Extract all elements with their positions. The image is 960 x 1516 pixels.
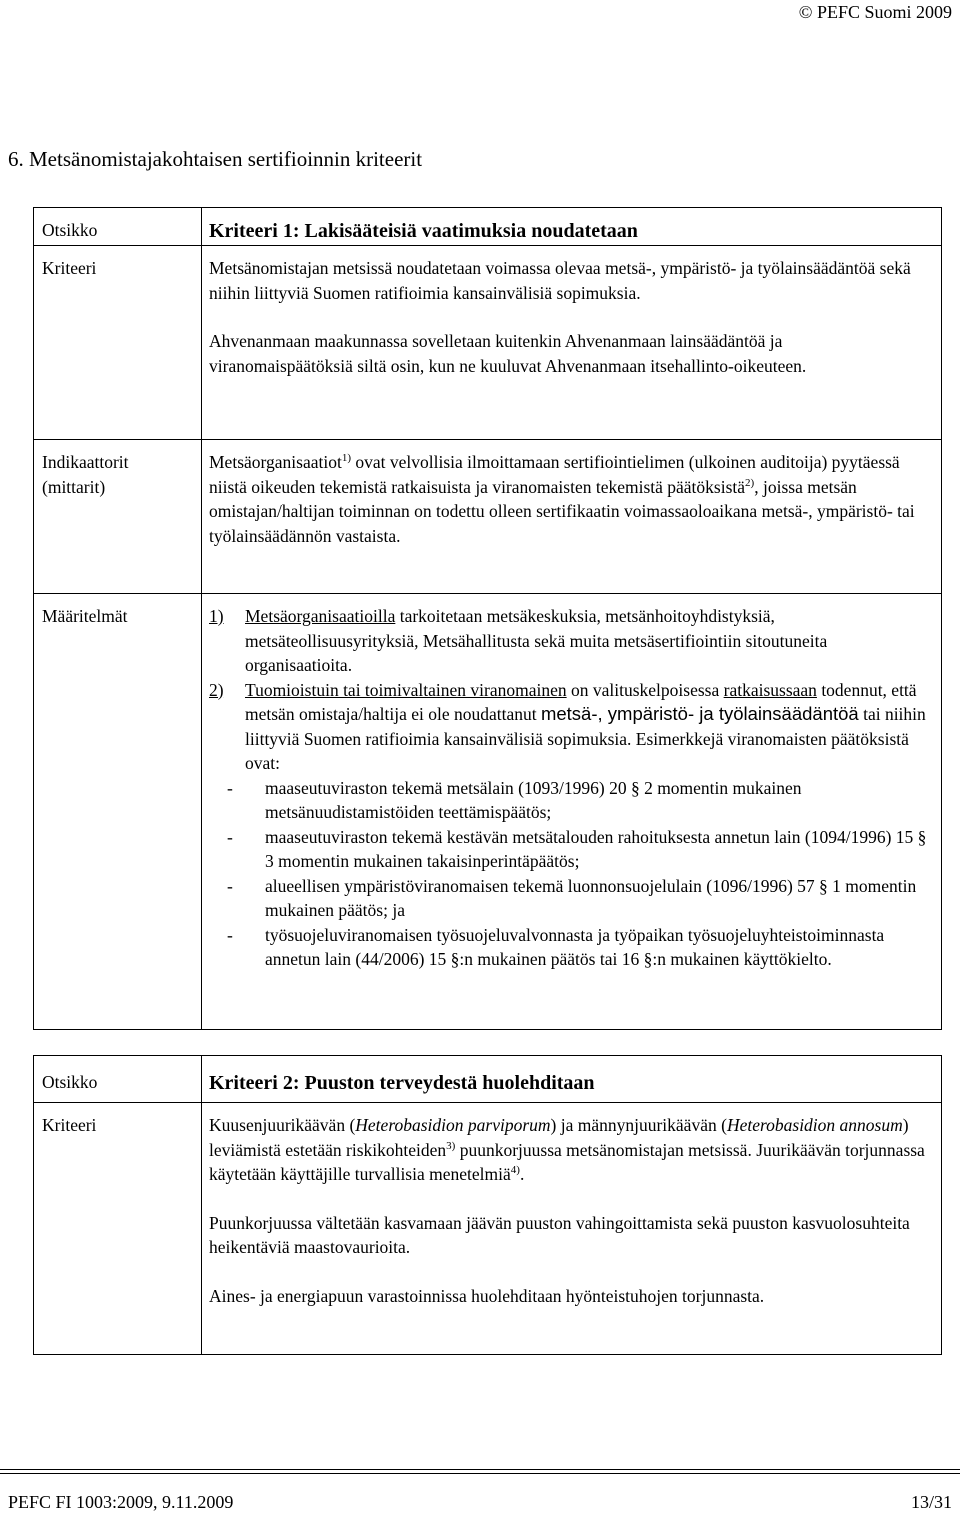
kriteeri-text-b: ) ja männynjuurikäävän (: [550, 1115, 727, 1135]
indikaattorit-label-cell: [34, 440, 202, 594]
title-cell: [202, 208, 942, 246]
otsikko-label-cell: [34, 1056, 202, 1103]
kriteeri-paragraph-1: Metsänomistajan metsissä noudatetaan voimassa olevaa metsä-, ympäristö- ja työlainsäädäntöä sekä niihin liittyviä Suomen ratifioimia kansainvälisiä sopimuksia.: [209, 258, 911, 303]
dash-bullet: -: [227, 777, 233, 798]
definition-1-body: [245, 604, 927, 678]
footer-divider: [0, 1473, 960, 1474]
mittarit-label: (mittarit): [42, 476, 106, 497]
kriteeri-paragraph-2: Ahvenanmaan maakunnassa sovelletaan kuitenkin Ahvenanmaan lainsäädäntöä ja viranomaispäätöksiä siltä osin, kun ne kuuluvat Ahvenanmaan itsehallinto-oikeuteen.: [209, 331, 807, 376]
kriteeri-text-a: Kuusenjuurikäävän (: [209, 1115, 356, 1135]
footnote-ref-4: 4): [510, 1164, 520, 1176]
indicator-text-b: ovat velvollisia ilmoittamaan sertifiointielimen (ulkoinen auditoija) pyytäessä niistä oikeuden tekemistä ratkaisuista ja viranomaisten tekemistä päätöksistä: [209, 452, 900, 497]
kriteeri-label: Kriteeri: [42, 1115, 97, 1135]
indicator-text-c: , joissa metsän omistajan/haltijan toiminnan on todettu olleen sertifikaatin voimassaoloaikana metsä-, ympäristö- tai työlainsäädännön vastaista.: [209, 476, 915, 546]
footer-page-number: 13/31: [910, 1492, 952, 1512]
kriteeri-cell: [202, 1103, 942, 1355]
example-text: maaseutuviraston tekemä kestävän metsätalouden rahoituksesta annetun lain (1094/1996) 15 § 3 momentin mukainen takaisinperintäpäätös;: [265, 826, 927, 871]
definition-2-term-1: Tuomioistuin tai toimivaltainen viranomainen: [245, 679, 567, 700]
kriteeri-cell: [202, 246, 942, 440]
footnote-ref-3: 3): [446, 1139, 456, 1152]
maaritelmat-label: Määritelmät: [42, 606, 128, 626]
criterion-1-title: Kriteeri 1: Lakisääteisiä vaatimuksia noudatetaan: [209, 220, 638, 242]
maaritelmat-cell: [202, 594, 942, 1030]
kriteeri-paragraph-1: [209, 1113, 927, 1187]
title-cell: [202, 1056, 942, 1103]
otsikko-label-cell: [34, 208, 202, 246]
footnote-ref-2: 2): [745, 476, 755, 489]
species-name-2: Heterobasidion annosum: [726, 1115, 903, 1135]
example-item: [227, 825, 927, 874]
criterion-2-table: [33, 1055, 942, 1355]
kriteeri-paragraph-2: Puunkorjuussa vältetään kasvamaan jäävän puuston vahingoittamista sekä puuston kasvuolosuhteita heikentäviä maastovaurioita.: [209, 1212, 910, 1257]
definition-2-number: 2): [209, 679, 224, 700]
kriteeri-label-cell: [34, 246, 202, 440]
criterion-2-title: Kriteeri 2: Puuston terveydestä huolehditaan: [209, 1072, 595, 1094]
kriteeri-text-d: puunkorjuussa metsänomistajan metsissä. Juurikäävän torjunnassa käytetään käyttäjille turvallisia menetelmiä: [209, 1139, 925, 1184]
indikaattorit-label: Indikaattorit: [42, 452, 129, 472]
definition-1-number: 1): [209, 606, 224, 626]
definition-1-term: Metsäorganisaatioilla: [245, 606, 396, 626]
dash-bullet: -: [227, 924, 233, 945]
definition-2: [209, 678, 927, 776]
indicator-text-a: Metsäorganisaatiot: [209, 452, 342, 472]
kriteeri-paragraph-3: Aines- ja energiapuun varastoinnissa huolehditaan hyönteistuhojen torjunnasta.: [209, 1285, 765, 1306]
example-text: työsuojeluviranomaisen työsuojeluvalvonnasta ja työpaikan työsuojeluyhteistoiminnasta annetun lain (44/2006) 15 §:n mukainen päätös tai 16 §:n mukainen käyttökielto.: [265, 924, 885, 969]
indicator-paragraph: [209, 450, 927, 548]
example-item: [227, 874, 927, 923]
definition-2-text-3: tai niihin liittyviä Suomen ratifioimia kansainvälisiä sopimuksia. Esimerkkejä viranomaisten päätöksistä ovat:: [245, 704, 926, 773]
kriteeri-label: Kriteeri: [42, 258, 97, 278]
footer-document-id: PEFC FI 1003:2009, 9.11.2009: [8, 1492, 234, 1512]
otsikko-label: Otsikko: [42, 220, 98, 240]
definition-2-text-1: on valituskelpoisessa: [566, 679, 724, 700]
example-text: maaseutuviraston tekemä metsälain (1093/1996) 20 § 2 momentin mukainen metsänuudistamistöiden teettämispäätös;: [265, 777, 802, 822]
example-text: alueellisen ympäristöviranomaisen tekemä luonnonsuojelulain (1096/1996) 57 § 1 momentin mukainen päätös; ja: [265, 875, 917, 920]
definition-2-laws: metsä-, ympäristö- ja työlainsäädäntöä: [540, 703, 859, 724]
definition-2-term-2: ratkaisussaan: [723, 679, 817, 700]
example-item: [227, 776, 927, 825]
footnote-ref-1: 1): [341, 452, 352, 464]
section-title: 6. Metsänomistajakohtaisen sertifioinnin kriteerit: [8, 147, 423, 171]
definition-2-body: [245, 678, 927, 776]
example-list: [209, 776, 927, 972]
indikaattorit-cell: [202, 440, 942, 594]
definition-1-text: tarkoitetaan metsäkeskuksia, metsänhoitoyhdistyksiä, metsäteollisuusyrityksiä, Metsähallitusta sekä muita metsäsertifiointiin sitoutuneita organisaatioita.: [245, 606, 828, 675]
maaritelmat-label-cell: [34, 594, 202, 1030]
criterion-1-table: [33, 207, 942, 1030]
kriteeri-text-c: ) leviämistä estetään riskikohteiden: [209, 1115, 909, 1160]
definition-2-text-2: todennut, että metsän omistaja/haltija ei ole noudattanut: [245, 679, 917, 724]
footer-divider: [0, 1469, 960, 1470]
dash-bullet: -: [227, 875, 233, 896]
kriteeri-text-e: .: [519, 1164, 525, 1184]
kriteeri-label-cell: [34, 1103, 202, 1355]
header-copyright: © PEFC Suomi 2009: [798, 2, 952, 22]
example-item: [227, 923, 927, 972]
otsikko-label: Otsikko: [42, 1072, 98, 1092]
species-name-1: Heterobasidion parviporum: [355, 1115, 551, 1135]
dash-bullet: -: [227, 826, 233, 847]
definition-1: [209, 604, 927, 678]
